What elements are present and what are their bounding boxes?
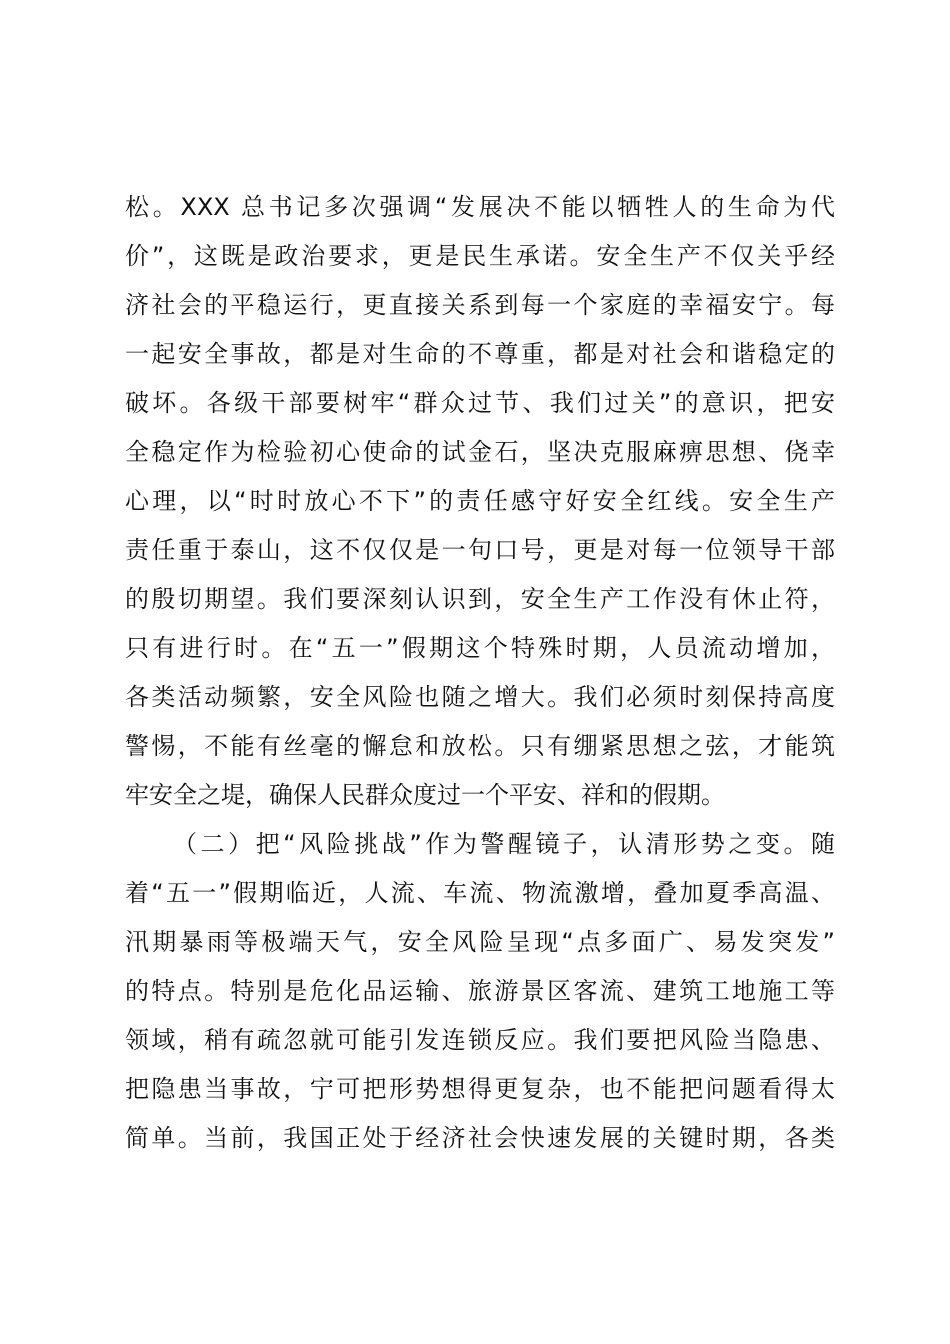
text-line: 各类活动频繁，安全风险也随之增大。我们必须时刻保持高度 bbox=[125, 683, 835, 711]
text-line: 责任重于泰山，这不仅仅是一句口号，更是对每一位领导干部 bbox=[125, 536, 835, 564]
text-line: 一起安全事故，都是对生命的不尊重，都是对社会和谐稳定的 bbox=[125, 340, 835, 368]
body-text bbox=[125, 183, 835, 1163]
text-line: 把隐患当事故，宁可把形势想得更复杂，也不能把问题看得太 bbox=[125, 1075, 835, 1103]
text-line: 松。XXX 总书记多次强调“发展决不能以牺牲人的生命为代 bbox=[125, 193, 835, 221]
text-line: 的殷切期望。我们要深刻认识到，安全生产工作没有休止符， bbox=[125, 585, 835, 613]
text-line: 破坏。各级干部要树牢“群众过节、我们过关”的意识，把安 bbox=[125, 389, 835, 417]
text-line: 价”，这既是政治要求，更是民生承诺。安全生产不仅关乎经 bbox=[125, 242, 835, 270]
text-line: 的特点。特别是危化品运输、旅游景区客流、建筑工地施工等 bbox=[125, 977, 835, 1005]
text-line: 心理，以“时时放心不下”的责任感守好安全红线。安全生产 bbox=[125, 487, 835, 515]
text-line: 领域，稍有疏忽就可能引发连锁反应。我们要把风险当隐患、 bbox=[125, 1026, 835, 1054]
text-line: 全稳定作为检验初心使命的试金石，坚决克服麻痹思想、侥幸 bbox=[125, 438, 835, 466]
text-line: 济社会的平稳运行，更直接关系到每一个家庭的幸福安宁。每 bbox=[125, 291, 835, 319]
text-line: 只有进行时。在“五一”假期这个特殊时期，人员流动增加， bbox=[125, 634, 835, 662]
paragraph-end-line: 牢安全之堤，确保人民群众度过一个平安、祥和的假期。 bbox=[125, 781, 725, 809]
section-heading-line: （二）把“风险挑战”作为警醒镜子，认清形势之变。随 bbox=[173, 830, 835, 858]
text-line: 汛期暴雨等极端天气，安全风险呈现“点多面广、易发突发” bbox=[125, 928, 835, 956]
text-line: 简单。当前，我国正处于经济社会快速发展的关键时期，各类 bbox=[125, 1124, 835, 1152]
text-line: 着“五一”假期临近，人流、车流、物流激增，叠加夏季高温、 bbox=[125, 879, 835, 907]
text-line: 警惕，不能有丝毫的懈怠和放松。只有绷紧思想之弦，才能筑 bbox=[125, 732, 835, 760]
